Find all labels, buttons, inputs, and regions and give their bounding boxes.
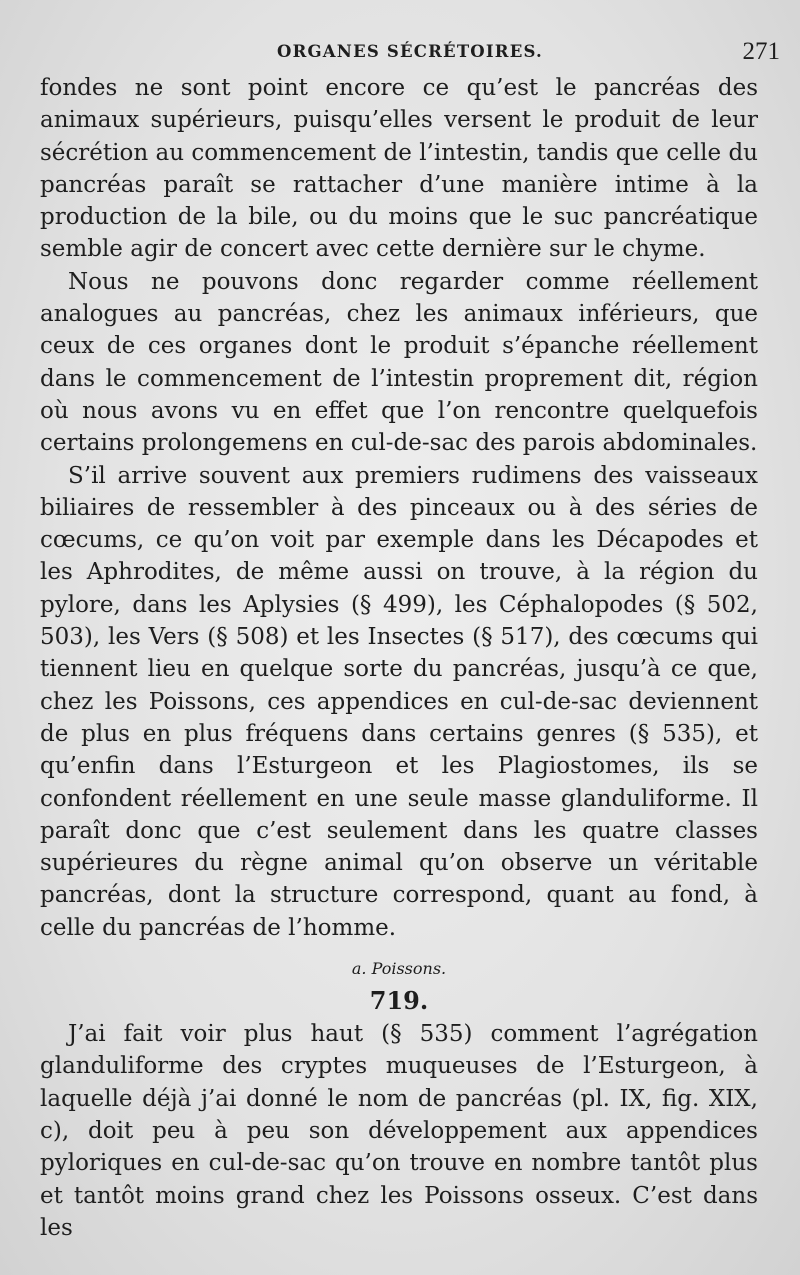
body-text (40, 72, 758, 1244)
section-number: 719. (369, 986, 429, 1016)
running-head (40, 36, 780, 70)
section-heading: a. Poissons. (351, 959, 447, 979)
running-title: ORGANES SÉCRÉTOIRES. (277, 42, 543, 61)
paragraph-section-719: J’ai fait voir plus haut (§ 535) comment l’agrégation glanduliforme des cryptes muqueuses de l’Esturgeon, à laquelle déjà j’ai donné le nom de pancréas (pl. IX, fig. XIX, c), doit peu à peu son développement aux appendices pyloriques en cul-de-sac qu’on trouve en nombre tantôt plus et tantôt moins grand chez les Poissons osseux. C’est dans les (40, 1021, 758, 1241)
paragraph-analogues: Nous ne pouvons donc regarder comme réellement analogues au pancréas, chez les animaux inférieurs, que ceux de ces organes dont le produit s’épanche réellement dans le commencement de l’intestin proprement dit, région où nous avons vu en effet que l’on rencontre quelquefois certains prolongemens en cul-de-sac des parois abdominales. (40, 268, 758, 457)
page-number: 271 (742, 38, 780, 65)
paragraph-continued: fondes ne sont point encore ce qu’est le pancréas des animaux supérieurs, puisqu’elles versent le produit de leur sécrétion au commencement de l’intestin, tandis que celle du pancréas paraît se rattacher d’une manière intime à la production de la bile, ou du moins que le suc pancréatique semble agir de concert avec cette dernière sur le chyme. (40, 75, 758, 263)
paragraph-rudimens: S’il arrive souvent aux premiers rudimens des vaisseaux biliaires de ressembler à des pinceaux ou à des séries de cœcums, ce qu’on voit par exemple dans les Décapodes et les Aphrodites, de même aussi on trouve, à la région du pylore, dans les Aplysies (§ 499), les Céphalopodes (§ 502, 503), les Vers (§ 508) et les Insectes (§ 517), des cœcums qui tiennent lieu en quelque sorte du pancréas, jusqu’à ce que, chez les Poissons, ces appendices en cul-de-sac deviennent de plus en plus fréquens dans certains genres (§ 535), et qu’enfin dans l’Esturgeon et les Plagiostomes, ils se confondent réellement en une seule masse glanduliforme. Il paraît donc que c’est seulement dans les quatre classes supérieures du règne animal qu’on observe un véritable pancréas, dont la structure correspond, quant au fond, à celle du pancréas de l’homme. (40, 462, 758, 941)
